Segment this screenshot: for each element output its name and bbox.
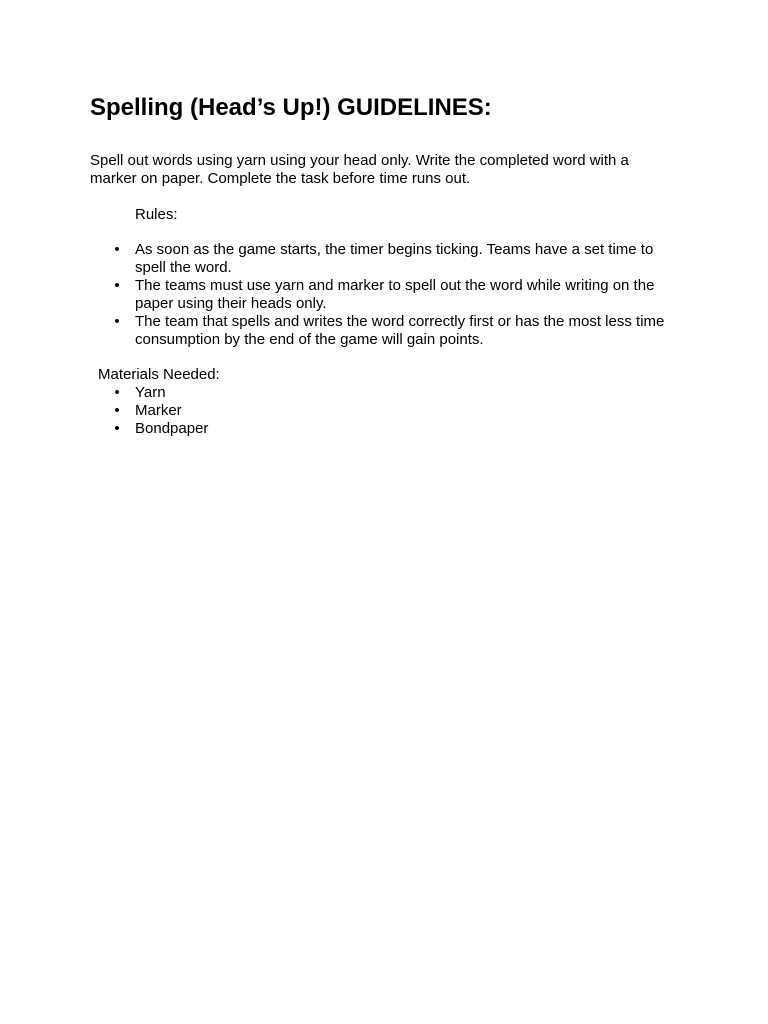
rules-label: Rules:	[135, 206, 178, 223]
bullet-icon: •	[114, 384, 120, 401]
bullet-icon: •	[114, 277, 120, 294]
material-item	[0, 384, 768, 402]
bullet-icon: •	[114, 241, 120, 258]
intro-paragraph: Spell out words using yarn using your head only. Write the completed word with a marker on paper. Complete the task before time runs out.	[90, 152, 629, 187]
bullet-icon: •	[114, 402, 120, 419]
material-text: Yarn	[135, 384, 166, 401]
rule-text: The team that spells and writes the word correctly first or has the most less time consumption by the end of the game will gain points.	[135, 313, 665, 348]
rule-text: The teams must use yarn and marker to spell out the word while writing on the paper using their heads only.	[135, 277, 655, 312]
document-title: Spelling (Head’s Up!) GUIDELINES:	[90, 94, 492, 121]
bullet-icon: •	[114, 313, 120, 330]
rules-list	[0, 241, 768, 349]
material-item	[0, 402, 768, 420]
rule-item	[0, 313, 768, 349]
material-text: Marker	[135, 402, 182, 419]
rule-text: As soon as the game starts, the timer begins ticking. Teams have a set time to spell the word.	[135, 241, 654, 276]
bullet-icon: •	[114, 420, 120, 437]
rule-item	[0, 277, 768, 313]
materials-label: Materials Needed:	[98, 366, 220, 383]
material-item	[0, 420, 768, 438]
material-text: Bondpaper	[135, 420, 209, 437]
rule-item	[0, 241, 768, 277]
materials-list	[0, 384, 768, 438]
